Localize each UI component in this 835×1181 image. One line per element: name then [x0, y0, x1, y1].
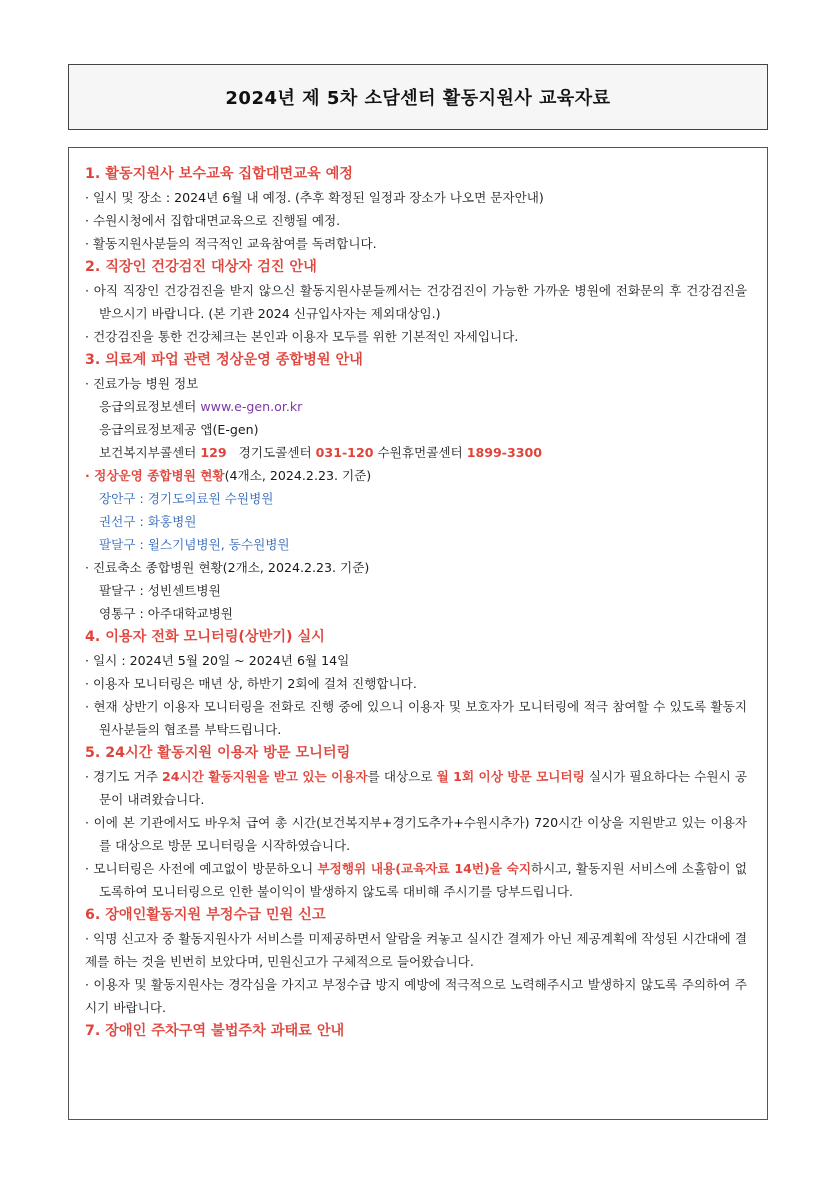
normal-bullet: · [85, 468, 95, 483]
s5-b3-text-a: · 모니터링은 사전에 예고없이 방문하오니 [85, 861, 318, 876]
s5-bullet-2: · 이에 본 기관에서도 바우처 급여 총 시간(보건복지부+경기도추가+수원시추가) 720시간 이상을 지원받고 있는 이용자를 대상으로 방문 모니터링을 시작하였습니다. [85, 815, 747, 853]
s5-b1-highlight-b: 월 1회 이상 방문 모니터링 [436, 769, 585, 784]
call2-label: 경기도콜센터 [238, 445, 312, 460]
call3-number: 1899-3300 [466, 445, 543, 460]
call1-number: 129 [200, 445, 227, 460]
normal-hospital-2: 권선구 : 화홍병원 [99, 514, 197, 529]
s5-b3-highlight: 부정행위 내용(교육자료 14번)을 숙지 [317, 861, 532, 876]
section-5-heading: 5. 24시간 활동지원 이용자 방문 모니터링 [85, 745, 351, 761]
s3-callcenter-line [85, 441, 747, 464]
s3-app-line: 응급의료정보제공 앱(E-gen) [99, 422, 259, 437]
call3-label: 수원휴먼콜센터 [377, 445, 463, 460]
normal-head: 정상운영 종합병원 현황 [94, 468, 225, 483]
s4-bullet-3: · 현재 상반기 이용자 모니터링을 전화로 진행 중에 있으니 이용자 및 보호자가 모니터링에 적극 참여할 수 있도록 활동지원사분들의 협조를 부탁드립니다. [85, 699, 747, 737]
egen-url-link[interactable]: www.e-gen.or.kr [200, 399, 303, 414]
s6-bullet-1: · 익명 신고자 중 활동지원사가 서비스를 미제공하면서 알람을 켜놓고 실시간 결제가 아닌 제공계획에 작성된 시간대에 결제를 하는 것을 빈번히 보았다며, 민원신고가 구체적으로 들어왔습니다. [85, 931, 747, 969]
normal-hospital-1: 장안구 : 경기도의료원 수원병원 [99, 491, 274, 506]
s1-bullet-3: · 활동지원사분들의 적극적인 교육참여를 독려합니다. [85, 236, 377, 251]
call1-label: 보건복지부콜센터 [99, 445, 197, 460]
section-4-heading: 4. 이용자 전화 모니터링(상반기) 실시 [85, 629, 325, 645]
s2-bullet-2: · 건강검진을 통한 건강체크는 본인과 이용자 모두를 위한 기본적인 자세입니다. [85, 329, 519, 344]
s5-bullet-3 [85, 857, 747, 903]
title-box [68, 64, 768, 130]
reduced-hospital-1: 팔달구 : 성빈센트병원 [99, 583, 221, 598]
section-7-heading: 7. 장애인 주차구역 불법주차 과태료 안내 [85, 1023, 345, 1039]
s5-b1-text-a: · 경기도 거주 [85, 769, 163, 784]
normal-hospital-3: 팔달구 : 윌스기념병원, 동수원병원 [99, 537, 290, 552]
call2-number: 031-120 [315, 445, 374, 460]
s5-b1-text-c: 실시가 필요하다는 수원시 공문이 내려왔습니다. [99, 769, 747, 807]
section-1-heading: 1. 활동지원사 보수교육 집합대면교육 예정 [85, 166, 354, 182]
section-3-heading: 3. 의료계 파업 관련 정상운영 종합병원 안내 [85, 352, 363, 368]
s1-bullet-1: · 일시 및 장소 : 2024년 6월 내 예정. (추후 확정된 일정과 장소가 나오면 문자안내) [85, 190, 544, 205]
s6-bullet-2: · 이용자 및 활동지원사는 경각심을 가지고 부정수급 방지 예방에 적극적으로 노력해주시고 발생하지 않도록 주의하여 주시기 바랍니다. [85, 977, 747, 1015]
s3-bullet-1: · 진료가능 병원 정보 [85, 376, 199, 391]
s4-bullet-1: · 일시 : 2024년 5월 20일 ~ 2024년 6월 14일 [85, 653, 350, 668]
s3-normal-hospitals-head [85, 464, 747, 487]
egen-label: 응급의료정보센터 [99, 399, 197, 414]
s2-bullet-1: · 아직 직장인 건강검진을 받지 않으신 활동지원사분들께서는 건강검진이 가능한 가까운 병원에 전화문의 후 건강검진을 받으시기 바랍니다. (본 기관 2024 신규입사자는 제외대상임.) [85, 283, 747, 321]
reduced-hospital-2: 영통구 : 아주대학교병원 [99, 606, 233, 621]
section-2-heading: 2. 직장인 건강검진 대상자 검진 안내 [85, 259, 317, 275]
normal-tail: (4개소, 2024.2.23. 기준) [224, 468, 372, 483]
s5-bullet-1 [85, 765, 747, 811]
s4-bullet-2: · 이용자 모니터링은 매년 상, 하반기 2회에 걸쳐 진행합니다. [85, 676, 417, 691]
s3-egen-line [85, 395, 747, 418]
section-6-heading: 6. 장애인활동지원 부정수급 민원 신고 [85, 907, 326, 923]
content-box [68, 147, 768, 1120]
s5-b3-text-b: 하시고, 활동지원 서비스에 소홀함이 없도록하여 모니터링으로 인한 불이익이 발생하지 않도록 대비해 주시기를 당부드립니다. [99, 861, 748, 899]
s5-b1-highlight-a: 24시간 활동지원을 받고 있는 이용자 [162, 769, 368, 784]
s1-bullet-2: · 수원시청에서 집합대면교육으로 진행될 예정. [85, 213, 341, 228]
s5-b1-text-b: 를 대상으로 [367, 769, 437, 784]
page-title: 2024년 제 5차 소담센터 활동지원사 교육자료 [225, 88, 611, 109]
s3-reduced-hospitals-head: · 진료축소 종합병원 현황(2개소, 2024.2.23. 기준) [85, 560, 370, 575]
